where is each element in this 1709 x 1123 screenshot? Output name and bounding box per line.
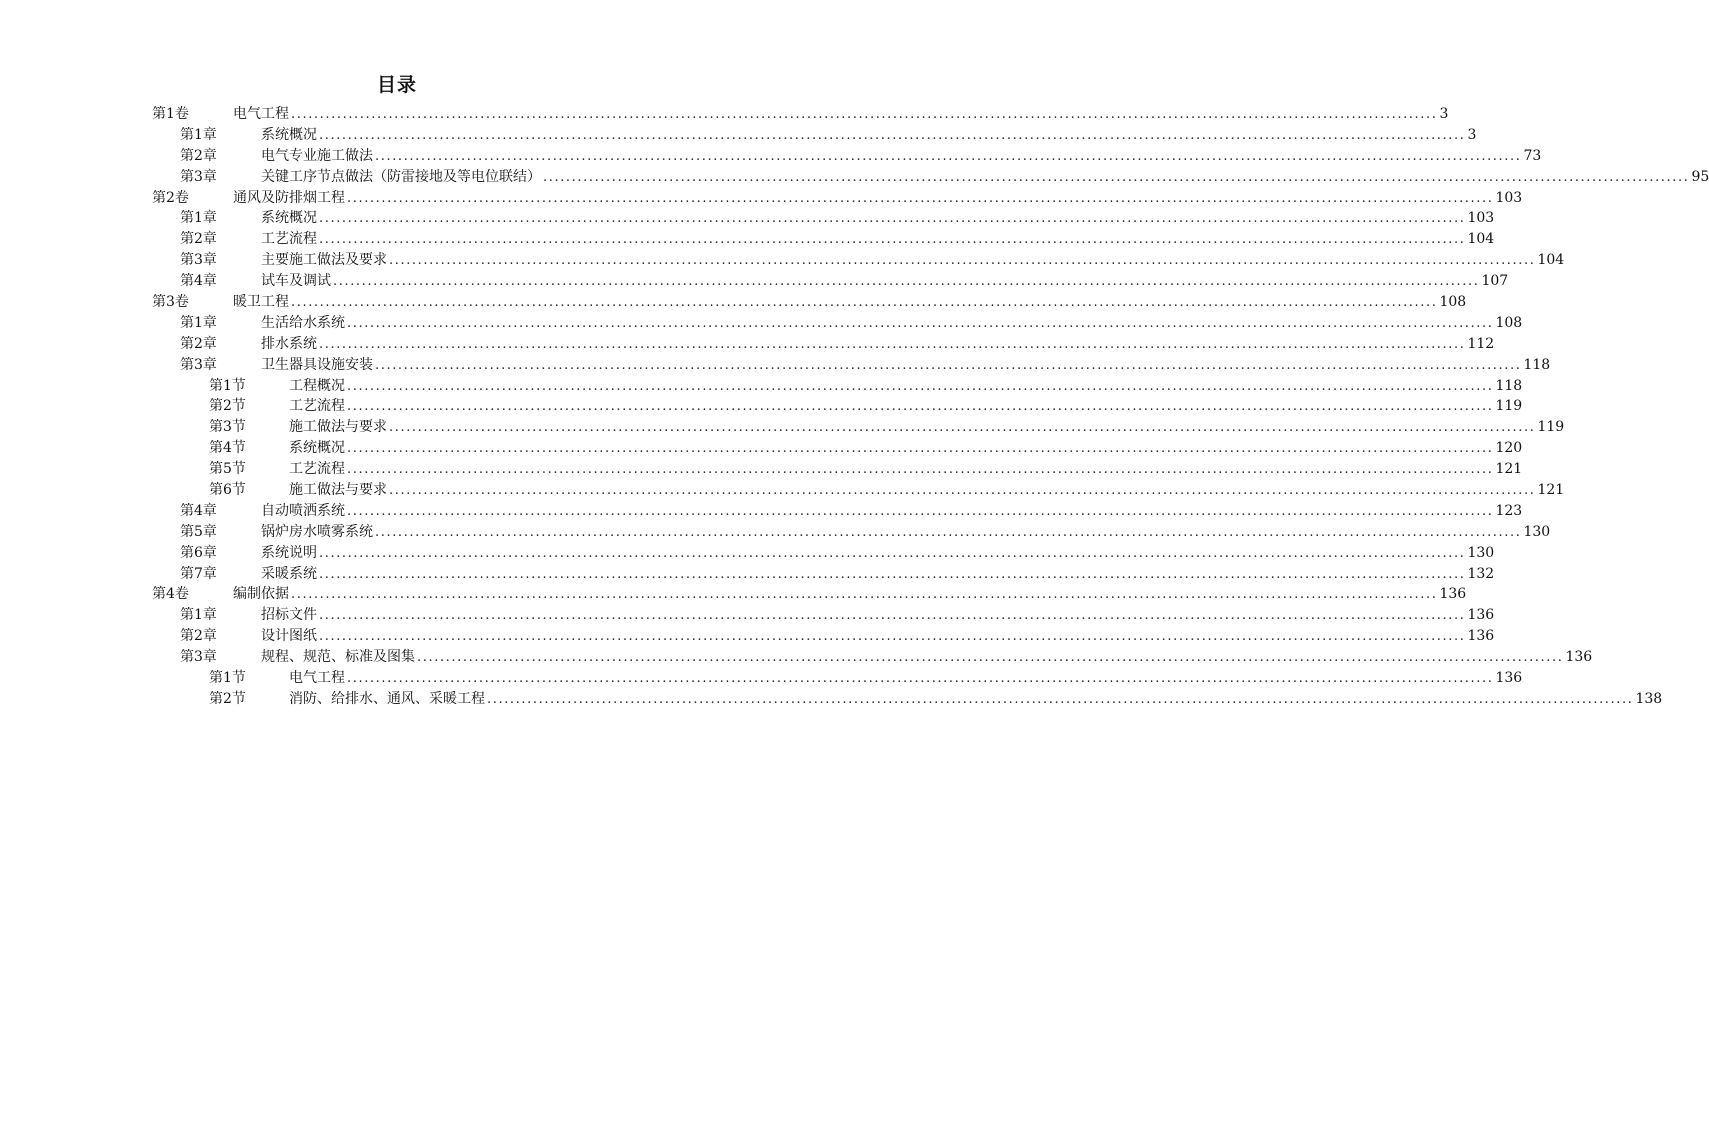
toc-page-number: 103 [1495, 189, 1523, 206]
toc-dot-leader: ........................................................................................................................................................................................................ [333, 274, 1480, 290]
toc-entry-label: 锅炉房水喷雾系统 [261, 523, 373, 540]
toc-entry-number: 第4章 [180, 502, 217, 519]
toc-entry[interactable] [0, 689, 1663, 710]
toc-page-number: 119 [1537, 419, 1565, 436]
toc-dot-leader: ........................................................................................................................................................................................................ [347, 441, 1494, 457]
toc-entry-text [261, 605, 1495, 627]
toc-entry-label: 系统说明 [261, 544, 317, 561]
toc-entry-label: 电气工程 [233, 106, 289, 122]
toc-entry-text [289, 396, 1523, 418]
toc-entry-number: 第1章 [180, 210, 217, 227]
toc-dot-leader: ........................................................................................................................................................................................................ [347, 503, 1494, 519]
toc-entry-text [261, 522, 1551, 544]
toc-page-number: 136 [1565, 649, 1593, 666]
toc-entry[interactable] [0, 104, 1449, 125]
toc-entry-label: 系统概况 [261, 126, 317, 143]
toc-entry-number: 第4章 [180, 273, 217, 290]
toc-dot-leader: ........................................................................................................................................................................................................ [319, 232, 1466, 248]
toc-page-number: 107 [1481, 273, 1509, 290]
toc-entry[interactable] [0, 438, 1523, 459]
toc-dot-leader: ........................................................................................................................................................................................................ [389, 483, 1536, 499]
toc-entry-text [233, 292, 1467, 314]
toc-page-number: 138 [1635, 690, 1663, 707]
toc-dot-leader: ........................................................................................................................................................................................................ [417, 650, 1564, 666]
toc-page-number: 121 [1537, 482, 1565, 499]
toc-entry-number: 第2章 [180, 628, 217, 645]
toc-entry-text [261, 208, 1495, 230]
toc-page-number: 136 [1495, 670, 1523, 687]
toc-entry[interactable] [0, 125, 1477, 146]
toc-entry-label: 电气工程 [289, 670, 345, 687]
toc-page-number: 3 [1439, 106, 1449, 122]
toc-dot-leader: ........................................................................................................................................................................................................ [319, 211, 1466, 227]
toc-dot-leader: ........................................................................................................................................................................................................ [487, 691, 1634, 707]
toc-entry-label: 采暖系统 [261, 565, 317, 582]
toc-entry-number: 第2卷 [152, 189, 189, 206]
toc-entry-number: 第1节 [209, 670, 246, 687]
toc-entry[interactable] [0, 146, 1542, 167]
toc-page-number: 104 [1537, 252, 1565, 269]
toc-entry[interactable] [0, 355, 1551, 376]
toc-entry-label: 设计图纸 [261, 628, 317, 645]
toc-entry[interactable] [0, 522, 1551, 543]
toc-entry[interactable] [0, 188, 1523, 209]
toc-entry[interactable] [0, 250, 1565, 271]
toc-entry-number: 第6节 [209, 482, 246, 499]
toc-entry-text [261, 647, 1593, 669]
toc-entry-number: 第2节 [209, 690, 246, 707]
toc-dot-leader: ........................................................................................................................................................................................................ [319, 127, 1466, 143]
toc-dot-leader: ........................................................................................................................................................................................................ [291, 107, 1438, 122]
toc-entry-label: 排水系统 [261, 335, 317, 352]
toc-dot-leader: ........................................................................................................................................................................................................ [375, 357, 1522, 373]
toc-entry[interactable] [0, 668, 1523, 689]
toc-page-number: 136 [1467, 628, 1495, 645]
toc-dot-leader: ........................................................................................................................................................................................................ [389, 253, 1536, 269]
toc-entry-number: 第3章 [180, 356, 217, 373]
toc-entry-label: 招标文件 [261, 607, 317, 624]
toc-entry-label: 主要施工做法及要求 [261, 252, 387, 269]
toc-entry[interactable] [0, 501, 1523, 522]
toc-entry-number: 第4节 [209, 440, 246, 457]
toc-entry-number: 第1章 [180, 607, 217, 624]
toc-entry[interactable] [0, 208, 1495, 229]
toc-entry-number: 第3章 [180, 649, 217, 666]
toc-entry[interactable] [0, 167, 1709, 188]
toc-title: 目录 [376, 74, 417, 96]
toc-entry-number: 第3节 [209, 419, 246, 436]
toc-entry-label: 施工做法与要求 [289, 482, 387, 499]
toc-dot-leader: ........................................................................................................................................................................................................ [347, 190, 1494, 206]
toc-page-number: 104 [1467, 231, 1495, 248]
toc-entry-text [289, 417, 1565, 439]
toc-entry-label: 关键工序节点做法（防雷接地及等电位联结） [261, 168, 541, 185]
toc-entry-label: 规程、规范、标准及图集 [261, 649, 415, 666]
toc-page-number: 73 [1523, 147, 1542, 164]
toc-entry-text [261, 250, 1565, 272]
toc-entry-label: 试车及调试 [261, 273, 331, 290]
toc-entry-text [261, 564, 1495, 586]
toc-entry-label: 系统概况 [261, 210, 317, 227]
toc-entry-text [289, 459, 1523, 481]
toc-page-number: 130 [1467, 544, 1495, 561]
toc-dot-leader: ........................................................................................................................................................................................................ [375, 148, 1522, 164]
toc-entry-number: 第2章 [180, 231, 217, 248]
toc-entry-number: 第3章 [180, 252, 217, 269]
toc-dot-leader: ........................................................................................................................................................................................................ [543, 169, 1690, 185]
toc-entry-text [261, 543, 1495, 565]
toc-entry-number: 第3卷 [152, 294, 189, 311]
toc-page-number: 119 [1495, 398, 1523, 415]
toc-entry-label: 系统概况 [289, 440, 345, 457]
toc-page-number: 121 [1495, 461, 1523, 478]
toc-entry-number: 第2章 [180, 147, 217, 164]
toc-entry[interactable] [0, 647, 1593, 668]
toc-entry-number: 第2节 [209, 398, 246, 415]
toc-entry-label: 施工做法与要求 [289, 419, 387, 436]
toc-entry-text [289, 668, 1523, 690]
toc-entry-label: 暖卫工程 [233, 294, 289, 311]
toc-page-number: 132 [1467, 565, 1495, 582]
toc-entry-number: 第3章 [180, 168, 217, 185]
toc-page-number: 130 [1523, 523, 1551, 540]
toc-entry[interactable] [0, 271, 1509, 292]
toc-entry[interactable] [0, 480, 1565, 501]
toc-entry[interactable] [0, 229, 1495, 250]
toc-entry[interactable] [0, 396, 1523, 417]
toc-entry-text [261, 167, 1709, 189]
toc-entry[interactable] [0, 626, 1495, 647]
toc-entry-label: 生活给水系统 [261, 314, 345, 331]
toc-entry-text [261, 334, 1495, 356]
toc-dot-leader: ........................................................................................................................................................................................................ [319, 545, 1466, 561]
toc-dot-leader: ........................................................................................................................................................................................................ [347, 378, 1494, 394]
toc-page-number: 3 [1467, 126, 1477, 143]
toc-entry-text [233, 104, 1449, 126]
toc-entry-text [261, 125, 1477, 147]
toc-entry-number: 第4卷 [152, 586, 189, 603]
toc-page-number: 136 [1467, 607, 1495, 624]
toc-entry-label: 工艺流程 [289, 398, 345, 415]
toc-entry-text [233, 584, 1467, 606]
toc-entry[interactable] [0, 313, 1523, 334]
toc-entry[interactable] [0, 605, 1495, 626]
toc-entry-text [261, 501, 1523, 523]
toc-entry-number: 第1章 [180, 126, 217, 143]
toc-entry[interactable] [0, 417, 1565, 438]
toc-page-number: 112 [1467, 335, 1495, 352]
toc-entry-number: 第5章 [180, 523, 217, 540]
toc-entry-label: 卫生器具设施安装 [261, 356, 373, 373]
toc-entry[interactable] [0, 334, 1495, 355]
toc-page-number: 136 [1439, 586, 1467, 603]
toc-dot-leader: ........................................................................................................................................................................................................ [291, 295, 1438, 311]
toc-entry-number: 第1章 [180, 314, 217, 331]
toc-entry-number: 第1节 [209, 377, 246, 394]
toc-entry-label: 工程概况 [289, 377, 345, 394]
toc-entry-text [261, 229, 1495, 251]
toc-entry-text [233, 188, 1523, 210]
toc-dot-leader: ........................................................................................................................................................................................................ [375, 524, 1522, 540]
toc-entry-label: 工艺流程 [289, 461, 345, 478]
toc-entry-number: 第7章 [180, 565, 217, 582]
toc-entry-text [289, 480, 1565, 502]
toc-entry-label: 通风及防排烟工程 [233, 189, 345, 206]
toc-dot-leader: ........................................................................................................................................................................................................ [347, 399, 1494, 415]
toc-entry-label: 消防、给排水、通风、采暖工程 [289, 690, 485, 707]
toc-page-number: 95 [1691, 168, 1709, 185]
toc-entry-label: 工艺流程 [261, 231, 317, 248]
toc-dot-leader: ........................................................................................................................................................................................................ [319, 629, 1466, 645]
toc-dot-leader: ........................................................................................................................................................................................................ [347, 462, 1494, 478]
toc-entry[interactable] [0, 543, 1495, 564]
toc-entry-text [289, 438, 1523, 460]
toc-list [0, 104, 1709, 710]
toc-entry-text [289, 689, 1663, 711]
toc-entry[interactable] [0, 459, 1523, 480]
toc-dot-leader: ........................................................................................................................................................................................................ [319, 336, 1466, 352]
toc-dot-leader: ........................................................................................................................................................................................................ [347, 671, 1494, 687]
toc-entry-text [261, 313, 1523, 335]
toc-entry-text [261, 146, 1542, 168]
toc-entry-text [261, 271, 1509, 293]
toc-entry-label: 编制依据 [233, 586, 289, 603]
toc-entry-text [261, 626, 1495, 648]
toc-entry-number: 第2章 [180, 335, 217, 352]
toc-dot-leader: ........................................................................................................................................................................................................ [389, 420, 1536, 436]
toc-entry-text [261, 355, 1551, 377]
toc-dot-leader: ........................................................................................................................................................................................................ [319, 608, 1466, 624]
toc-entry[interactable] [0, 376, 1523, 397]
toc-dot-leader: ........................................................................................................................................................................................................ [319, 566, 1466, 582]
toc-entry-label: 电气专业施工做法 [261, 147, 373, 164]
toc-entry-text [289, 376, 1523, 398]
toc-entry-number: 第1卷 [152, 106, 189, 122]
toc-entry-label: 自动喷洒系统 [261, 502, 345, 519]
toc-entry[interactable] [0, 584, 1467, 605]
toc-page-number: 108 [1495, 314, 1523, 331]
toc-entry-number: 第6章 [180, 544, 217, 561]
toc-page-number: 103 [1467, 210, 1495, 227]
toc-entry[interactable] [0, 564, 1495, 585]
toc-page-number: 120 [1495, 440, 1523, 457]
toc-entry-number: 第5节 [209, 461, 246, 478]
toc-page-number: 118 [1495, 377, 1523, 394]
toc-page-number: 123 [1495, 502, 1523, 519]
toc-page-number: 118 [1523, 356, 1551, 373]
toc-entry[interactable] [0, 292, 1467, 313]
toc-page-number: 108 [1439, 294, 1467, 311]
toc-dot-leader: ........................................................................................................................................................................................................ [347, 315, 1494, 331]
toc-dot-leader: ........................................................................................................................................................................................................ [291, 587, 1438, 603]
